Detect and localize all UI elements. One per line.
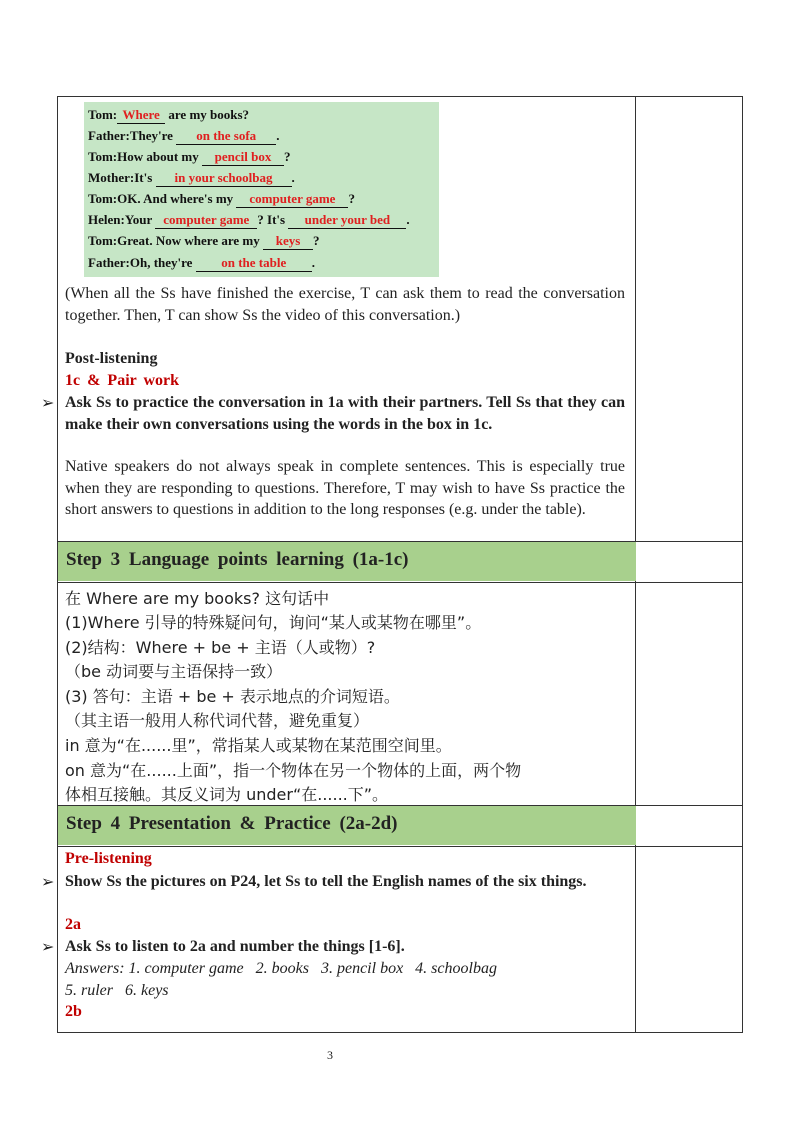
- row-divider: [57, 582, 743, 583]
- page-number: 3: [327, 1048, 333, 1062]
- lang-line: (2)结构：Where + be + 主语（人或物）?: [65, 638, 376, 657]
- label-2a: 2a: [65, 916, 81, 933]
- step3-header: [58, 542, 636, 581]
- pair-work-heading: 1c & Pair work: [65, 372, 180, 389]
- label-2b: 2b: [65, 1003, 82, 1020]
- lang-line: （其主语一般用人称代词代替，避免重复）: [65, 711, 370, 730]
- lang-line: （be 动词要与主语保持一致）: [65, 662, 283, 681]
- lesson-table: [41, 96, 743, 1033]
- step3-title: Step 3 Language points learning (1a-1c): [66, 549, 409, 570]
- bullet-arrow-icon: ➢: [41, 872, 55, 891]
- table-border-right: [742, 96, 743, 1033]
- bullet-arrow-icon: ➢: [41, 393, 55, 412]
- listen-2a-task: ➢ Ask Ss to listen to 2a and number the things [1-6].: [41, 937, 405, 956]
- answers-line: 5. ruler 6. keys: [65, 982, 169, 999]
- show-pictures-task: ➢ Show Ss the pictures on P24, let Ss to tell the English names of the six things.: [41, 872, 587, 891]
- post-listening-heading: Post-listening: [65, 350, 158, 367]
- dialogue-line: Father:They're on the sofa .: [88, 128, 280, 143]
- lang-line: 体相互接触。其反义词为 under“在......下”。: [65, 785, 389, 804]
- bullet-arrow-icon: ➢: [41, 937, 55, 956]
- answers-line: Answers: 1. computer game 2. books 3. pencil box 4. schoolbag: [65, 960, 497, 977]
- lang-line: 在 Where are my books? 这句话中: [65, 589, 330, 608]
- conversation-exercise-image: [84, 102, 439, 277]
- row-divider: [57, 846, 743, 847]
- pre-listening-heading: Pre-listening: [65, 850, 152, 867]
- native-speaker-note: Native speakers do not always speak in complete sentences. This is especially true when they are responding to questions. Therefore, T may wish to have Ss practice the short answers to questions in addition to the long responses (e.g. under the table).: [65, 458, 625, 518]
- lang-line: (3) 答句：主语 + be + 表示地点的介词短语。: [65, 687, 400, 706]
- lang-line: on 意为“在......上面”，指一个物体在另一个物体的上面，两个物: [65, 761, 522, 780]
- pair-work-task: ➢ Ask Ss to practice the conversation in 1a with their partners. Tell Ss that they can make their own conversations using the words in the box in 1c.: [41, 393, 625, 433]
- dialogue-line: Tom:OK. And where's my computer game ?: [88, 191, 355, 206]
- step4-title: Step 4 Presentation & Practice (2a-2d): [66, 813, 398, 834]
- dialogue-line: Father:Oh, they're on the table .: [88, 255, 315, 270]
- dialogue-line: Tom:Great. Now where are my keys ?: [88, 233, 320, 248]
- lang-line: in 意为“在......里”，常指某人或某物在某范围空间里。: [65, 736, 452, 755]
- teacher-note: (When all the Ss have finished the exercise, T can ask them to read the conversation together. Then, T can show Ss the video of this conversation.): [65, 285, 625, 324]
- dialogue-line: Helen:Your computer game ? It's under your bed .: [88, 212, 410, 227]
- lang-line: (1)Where 引导的特殊疑问句，询问“某人或某物在哪里”。: [65, 613, 482, 632]
- table-border-bottom: [57, 1032, 743, 1033]
- step4-header: [58, 806, 636, 845]
- table-border-top: [57, 96, 743, 97]
- dialogue-line: Tom: Where are my books?: [88, 107, 250, 122]
- dialogue-line: Tom:How about my pencil box ?: [88, 149, 291, 164]
- dialogue-line: Mother:It's in your schoolbag .: [88, 170, 295, 185]
